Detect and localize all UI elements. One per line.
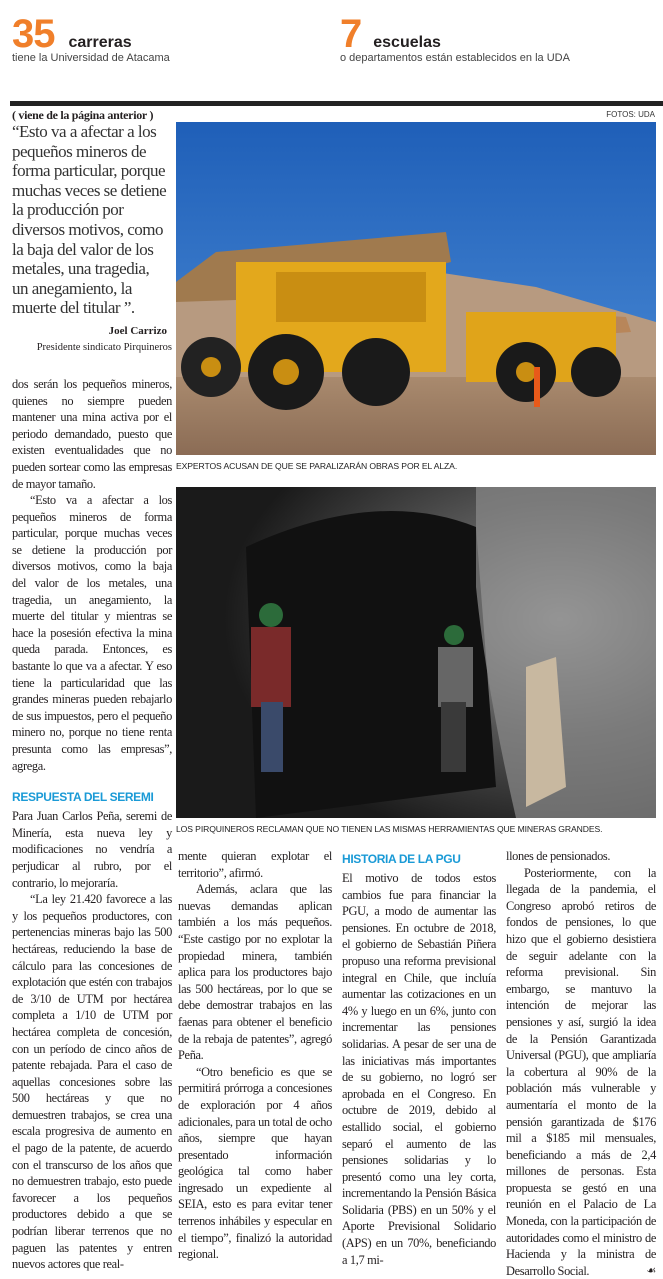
quote-author: Joel Carrizo [108, 324, 167, 337]
photo-credit: FOTOS: UDA [606, 110, 655, 119]
paragraph: mente quieran explotar el territorio”, afirmó. [178, 849, 332, 880]
continued-note: ( viene de la página anterior ) [12, 108, 154, 122]
section-divider [10, 101, 663, 106]
paragraph: “Esto va a afectar a los pequeños mineros de forma particular, porque muchas veces se detiene la producción por diversos motivos, como la baja del valor de los metales, una tragedia, un anegamiento, la muerte del titular y mientras se hace la posesión efectiva la mina queda parada. Entonces, es bastante lo que va a afectar. Y eso tiene la particularidad que las grandes mineras pueden rebajarlo de sus impuestos, pero el pequeño minero no, porque no tiene renta presunta como las empresas”, agrega. [12, 493, 172, 773]
stat-number: 7 [340, 12, 362, 56]
stat-sub: tiene la Universidad de Atacama [12, 52, 170, 64]
left-column [12, 108, 172, 1273]
paragraph: “Otro beneficio es que se permitirá prórroga a concesiones de exploración por 4 años adicionales, para un total de ocho años, siempre que hayan presentado información geológica tal como haber ingresado un expediente al SEIA, esto es para evitar tener terrenos inhábiles y especular en el tiempo”, finalizó la autoridad regional. [178, 1064, 332, 1262]
article-column-1 [12, 376, 172, 774]
photo-pirquineros-cave [176, 487, 656, 818]
paragraph-text: Posteriormente, con la llegada de la pandemia, el Congreso aprobó retiros de fondos de pensiones, lo que hizo que el gobierno desistiera de seguir adelante con la reforma previsional. Sin embargo, se mantuvo la intención de mejorar las pensiones y así, surgió la idea de la Pensión Garantizada Universal (PGU), que ampliaría la cobertura al 90% de la población más vulnerable y aumentaría el monto de la pensión garantizada de $176 mil a $185 mil mensuales, beneficiando a más de 2,4 millones de personas. Esta propuesta se gestó en una reunión en el Palacio de La Moneda, con la participación de autoridades como el ministro de Hacienda y la ministra de Desarrollo Social. [506, 865, 656, 1278]
stat-label: escuelas [373, 34, 441, 51]
stat-carreras [12, 14, 132, 54]
article-column-4 [506, 848, 656, 1279]
quote-role: Presidente sindicato Pirquineros [36, 341, 172, 353]
stat-escuelas [340, 14, 441, 54]
photo-caption: EXPERTOS ACUSAN DE QUE SE PARALIZARÁN OBRAS POR EL ALZA. [176, 461, 458, 471]
pull-quote: “Esto va a afectar a los pequeños mineros de forma particular, porque muchas veces se detiene la producción por diversos motivos, como la baja del valor de los metales, una tragedia, un anegamiento, la muerte del titular ”. [12, 122, 167, 318]
end-of-article-icon: ☙ [646, 1264, 656, 1277]
photo-caption: LOS PIRQUINEROS RECLAMAN QUE NO TIENEN LAS MISMAS HERRAMIENTAS QUE MINERAS GRANDES. [176, 824, 603, 834]
section-seremi [12, 790, 172, 1273]
paragraph: dos serán los pequeños mineros, quienes no siempre pueden mantener una mina activa por el periodo demandado, puesto que existen eventualidades que no pueden sortear como las empresas de mayor tamaño. [12, 376, 172, 491]
stat-label: carreras [68, 34, 132, 51]
stat-number: 35 [12, 12, 55, 56]
paragraph [506, 865, 656, 1279]
paragraph: El motivo de todos estos cambios fue para financiar la PGU, a modo de aumentar las pensiones. En octubre de 2018, el gobierno de Sebastián Piñera propuso una reforma previsional integral en Chile, que incluía aumentar las cotizaciones en un 4% y luego en un 6%, junto con incrementar las pensiones solidarias. A pesar de ser una de las iniciativas más importantes de su gobierno, no logró ser aprobada en el Congreso. En octubre de 2019, debido al estallido social, el gobierno separó el aumento de las pensiones solidarias y lo presentó como una ley corta, incrementando la Pensión Básica Solidaria (PBS) en un 50% y el Aporte Previsional Solidario (APS) en un 70%, beneficiando a 1,7 mi- [342, 871, 496, 1267]
photo-mining-trucks [176, 122, 656, 455]
section-pgu [342, 852, 496, 1268]
stat-sub: o departamentos están establecidos en la UDA [340, 52, 570, 64]
section-heading: RESPUESTA DEL SEREMI [12, 790, 154, 805]
paragraph: Además, aclara que las nuevas demandas aplican también a los más pequeños. “Este castigo por no explotar la propiedad minera, también aplica para los productores bajo las 500 hectáreas, por lo que se debe demostrar trabajos en las faenas para obtener el beneficio de la rebaja de patentes”, agregó Peña. [178, 882, 332, 1063]
paragraph: Para Juan Carlos Peña, seremi de Minería, esta nueva ley y modificaciones no vendría a perjudicar al rubro, por el contrario, lo mejoraría. [12, 809, 172, 890]
paragraph: llones de pensionados. [506, 849, 611, 863]
article-column-2 [178, 848, 332, 1263]
section-heading: HISTORIA DE LA PGU [342, 852, 461, 866]
paragraph: “La ley 21.420 favorece a las y los pequeños productores, con pertenencias mineras bajo las 500 hectáreas, reduciendo la base de cálculo para las concesiones de explotación que estén con trabajos de 3/10 de UTM por hectárea completa a 1/10 de UTM por hectárea completa de concesión, con un período de cinco años de patente rebajada. Para el caso de aquellas concesiones sobre las 500 hectáreas y que no demuestren trabajos, se crea una escala progresiva de aumento en el pago de la patente, de acuerdo con el transcurso de los años que no demuestren trabajo, esto puede favorecer a los pequeños productores debido a que se podrían liberar terrenos que no paguen las patentes y entren nuevos actores que real- [12, 892, 172, 1272]
